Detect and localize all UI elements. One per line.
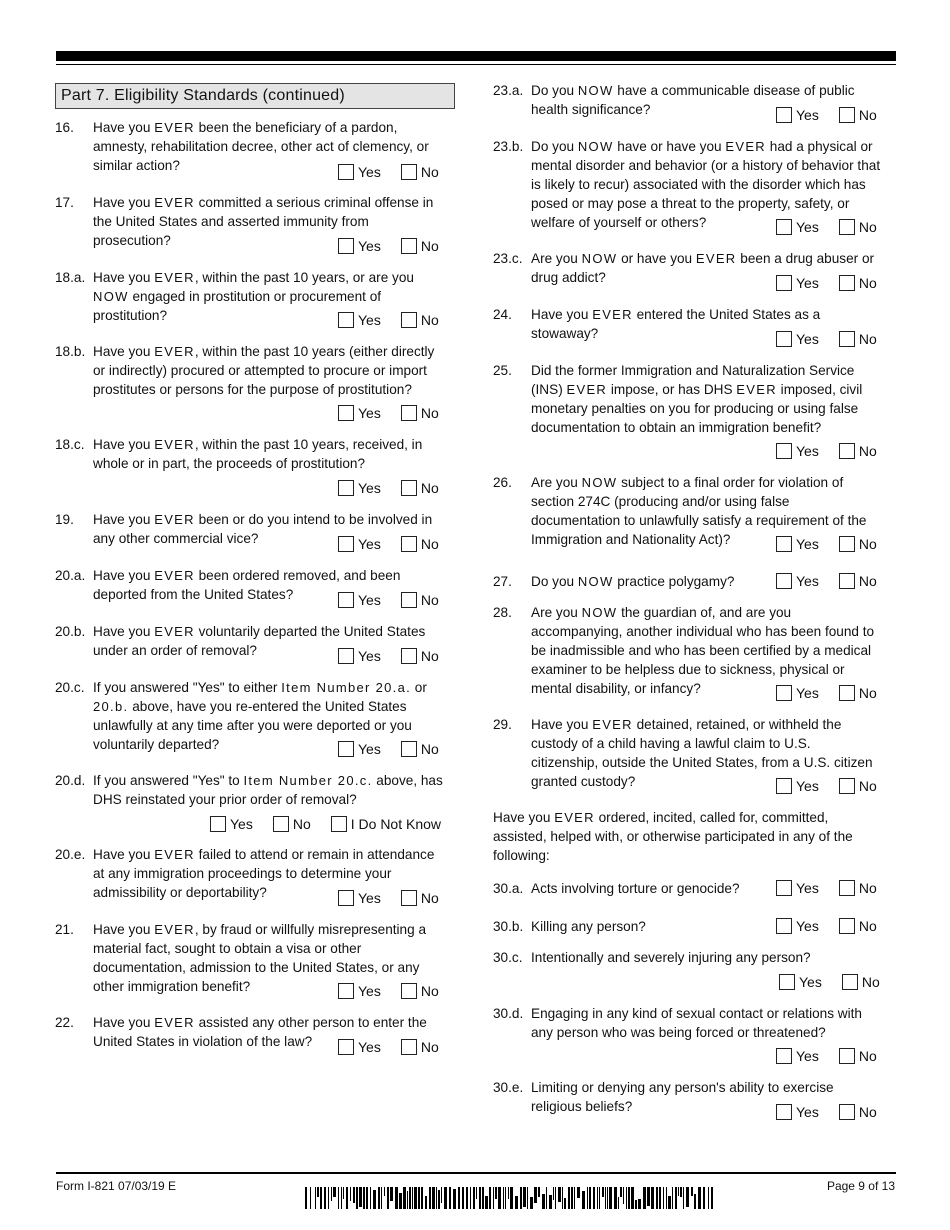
answer-options [776, 573, 877, 589]
checkbox[interactable] [839, 443, 855, 459]
option-i-do-not-know[interactable] [331, 816, 441, 832]
checkbox-label: Yes [230, 816, 253, 832]
question-number: 30.e. [493, 1080, 524, 1095]
answer-options [338, 312, 439, 328]
answer-options [338, 164, 439, 180]
question-number: 30.d. [493, 1006, 524, 1021]
checkbox[interactable] [776, 778, 792, 794]
bottom-rule [56, 1172, 896, 1174]
emphasis-text: EVER [154, 922, 195, 937]
option-no[interactable] [839, 778, 877, 794]
checkbox[interactable] [839, 331, 855, 347]
question-number: 29. [493, 717, 512, 732]
emphasis-text: Item Number 20.a. [281, 680, 412, 695]
checkbox-label: Yes [358, 648, 381, 664]
checkbox-label: Yes [358, 164, 381, 180]
checkbox[interactable] [401, 1039, 417, 1055]
emphasis-text: EVER [154, 344, 195, 359]
checkbox[interactable] [401, 983, 417, 999]
checkbox[interactable] [776, 685, 792, 701]
checkbox-label: Yes [796, 880, 819, 896]
checkbox-label: No [420, 405, 439, 421]
emphasis-text: EVER [566, 382, 608, 397]
checkbox-label: No [858, 219, 877, 235]
checkbox-label: No [858, 443, 877, 459]
emphasis-text: Item Number 20.c. [243, 773, 373, 788]
question-text: Limiting or denying any person's ability to exercise religious beliefs? [531, 1080, 834, 1114]
option-no[interactable] [401, 592, 439, 608]
question-text: Have you EVER detained, retained, or withheld the custody of a child having a lawful claim to U.S. citizenship, outside the United States, from a U.S. citizen granted custody? [531, 717, 873, 789]
checkbox[interactable] [839, 573, 855, 589]
checkbox[interactable] [401, 164, 417, 180]
checkbox-label: Yes [796, 107, 819, 123]
checkbox[interactable] [338, 890, 354, 906]
option-yes[interactable] [776, 1048, 819, 1064]
emphasis-text: NOW [581, 605, 618, 620]
question-number: 23.a. [493, 83, 524, 98]
checkbox-label: Yes [796, 275, 819, 291]
checkbox-label: I Do Not Know [350, 816, 442, 832]
checkbox[interactable] [839, 685, 855, 701]
emphasis-text: EVER [554, 810, 595, 825]
option-yes[interactable] [776, 331, 819, 347]
checkbox[interactable] [776, 331, 792, 347]
emphasis-text: EVER [154, 120, 195, 135]
question-30-intro: Have you EVER ordered, incited, called for, committed, assisted, helped with, or otherwise participated in any of the following: [493, 810, 853, 863]
emphasis-text: EVER [592, 307, 633, 322]
checkbox[interactable] [338, 741, 354, 757]
option-no[interactable] [839, 536, 877, 552]
question-number: 27. [493, 574, 512, 589]
question-text: Are you NOW the guardian of, and are you accompanying, another individual who has been found to be inadmissible and who has been certified by a medical examiner to be helpless due to sickness, physical or mental disability, or infancy? [531, 605, 875, 696]
form-id: Form I-821 07/03/19 E [56, 1179, 177, 1193]
answer-options [776, 880, 877, 896]
emphasis-text: 20.b. [93, 699, 129, 714]
checkbox-label: Yes [796, 1048, 819, 1064]
checkbox-label: Yes [358, 238, 381, 254]
answer-options [776, 1104, 877, 1120]
emphasis-text: NOW [93, 289, 129, 304]
checkbox[interactable] [401, 238, 417, 254]
checkbox-label: No [858, 685, 877, 701]
checkbox[interactable] [401, 648, 417, 664]
option-yes[interactable] [776, 573, 819, 589]
checkbox[interactable] [776, 918, 792, 934]
option-no[interactable] [839, 219, 877, 235]
checkbox-label: Yes [796, 219, 819, 235]
question-text: Intentionally and severely injuring any person? [531, 950, 811, 965]
checkbox[interactable] [776, 573, 792, 589]
option-yes[interactable] [776, 107, 819, 123]
answer-options [776, 275, 877, 291]
question-number: 24. [493, 307, 512, 322]
question-text: Have you EVER been the beneficiary of a pardon, amnesty, rehabilitation decree, other act of clemency, or similar action? [93, 120, 429, 173]
question-18-b [55, 342, 457, 399]
option-no[interactable] [839, 685, 877, 701]
checkbox-label: Yes [799, 974, 822, 990]
question-text: Killing any person? [531, 919, 646, 934]
checkbox-label: No [420, 741, 439, 757]
question-text: Do you NOW have or have you EVER had a physical or mental disorder and behavior (or a history of behavior that is likely to recur) associated with the disorder which has posed or may pose a threat to the property, safety, or welfare of yourself or others? [531, 139, 881, 230]
answer-options [776, 331, 877, 347]
checkbox[interactable] [401, 890, 417, 906]
option-yes[interactable] [776, 880, 819, 896]
emphasis-text: EVER [154, 437, 195, 452]
question-number: 20.a. [55, 568, 86, 583]
answer-options [776, 536, 877, 552]
option-no[interactable] [401, 648, 439, 664]
option-yes[interactable] [338, 312, 381, 328]
checkbox-label: Yes [358, 1039, 381, 1055]
checkbox[interactable] [338, 238, 354, 254]
question-text: Have you EVER assisted any other person to enter the United States in violation of the law? [93, 1015, 427, 1049]
option-yes[interactable] [338, 648, 381, 664]
option-yes[interactable] [210, 816, 253, 832]
checkbox[interactable] [839, 880, 855, 896]
checkbox[interactable] [338, 405, 354, 421]
option-yes[interactable] [338, 405, 381, 421]
checkbox-label: No [858, 880, 877, 896]
checkbox[interactable] [338, 164, 354, 180]
question-number: 16. [55, 120, 74, 135]
checkbox[interactable] [839, 1104, 855, 1120]
answer-options [338, 1039, 439, 1055]
question-text: If you answered "Yes" to Item Number 20.c. above, has DHS reinstated your prior order of removal? [93, 773, 443, 807]
checkbox-label: No [858, 778, 877, 794]
checkbox[interactable] [338, 983, 354, 999]
emphasis-text: EVER [154, 512, 195, 527]
checkbox[interactable] [776, 880, 792, 896]
answer-options [338, 405, 439, 421]
option-yes[interactable] [338, 238, 381, 254]
question-18-c [55, 435, 457, 473]
option-yes[interactable] [779, 974, 822, 990]
question-number: 20.e. [55, 847, 86, 862]
emphasis-text: NOW [581, 251, 618, 266]
option-yes[interactable] [338, 890, 381, 906]
option-no[interactable] [401, 312, 439, 328]
option-yes[interactable] [338, 480, 381, 496]
checkbox-label: No [858, 107, 877, 123]
answer-options [338, 480, 439, 496]
question-20-d [55, 771, 457, 809]
emphasis-text: NOW [577, 83, 614, 98]
answer-options [338, 890, 439, 906]
emphasis-text: EVER [592, 717, 633, 732]
checkbox-label: Yes [358, 536, 381, 552]
question-text: Have you EVER failed to attend or remain in attendance at any immigration proceedings to determine your admissibility or deportability? [93, 847, 435, 900]
checkbox-label: No [858, 331, 877, 347]
question-30-c [493, 948, 898, 967]
checkbox-label: No [420, 890, 439, 906]
option-no[interactable] [401, 405, 439, 421]
checkbox[interactable] [839, 107, 855, 123]
checkbox-label: No [858, 1104, 877, 1120]
option-no[interactable] [839, 880, 877, 896]
option-yes[interactable] [338, 983, 381, 999]
checkbox-label: Yes [796, 918, 819, 934]
emphasis-text: EVER [154, 568, 195, 583]
checkbox-label: No [292, 816, 311, 832]
option-yes[interactable] [776, 219, 819, 235]
question-text: Do you NOW practice polygamy? [531, 574, 735, 589]
checkbox[interactable] [401, 592, 417, 608]
checkbox-label: No [861, 974, 880, 990]
question-number: 30.c. [493, 950, 523, 965]
question-number: 30.b. [493, 919, 524, 934]
checkbox-label: No [420, 164, 439, 180]
checkbox[interactable] [776, 443, 792, 459]
option-yes[interactable] [338, 536, 381, 552]
checkbox[interactable] [839, 536, 855, 552]
emphasis-text: EVER [154, 270, 195, 285]
option-yes[interactable] [776, 536, 819, 552]
checkbox[interactable] [776, 107, 792, 123]
checkbox-label: Yes [358, 890, 381, 906]
question-number: 30.a. [493, 881, 524, 896]
checkbox[interactable] [331, 816, 347, 832]
question-text: Have you EVER been ordered removed, and been deported from the United States? [93, 568, 401, 602]
option-no[interactable] [401, 890, 439, 906]
checkbox-label: Yes [358, 983, 381, 999]
checkbox[interactable] [401, 741, 417, 757]
checkbox[interactable] [842, 974, 858, 990]
checkbox[interactable] [338, 1039, 354, 1055]
checkbox-label: No [420, 238, 439, 254]
checkbox-label: Yes [358, 405, 381, 421]
checkbox-label: Yes [796, 443, 819, 459]
question-number: 17. [55, 195, 74, 210]
emphasis-text: NOW [577, 574, 614, 589]
emphasis-text: EVER [154, 195, 195, 210]
option-no[interactable] [839, 1104, 877, 1120]
checkbox-label: Yes [358, 741, 381, 757]
question-number: 20.d. [55, 773, 86, 788]
option-yes[interactable] [776, 778, 819, 794]
option-yes[interactable] [776, 275, 819, 291]
option-no[interactable] [401, 741, 439, 757]
checkbox-label: No [858, 536, 877, 552]
option-yes[interactable] [338, 164, 381, 180]
question-text: Have you EVER been or do you intend to be involved in any other commercial vice? [93, 512, 433, 546]
answer-options [338, 536, 439, 552]
option-no[interactable] [839, 443, 877, 459]
checkbox-label: Yes [796, 1104, 819, 1120]
option-no[interactable] [839, 331, 877, 347]
emphasis-text: EVER [154, 847, 195, 862]
question-text: Do you NOW have a communicable disease of public health significance? [531, 83, 855, 117]
emphasis-text: EVER [154, 1015, 195, 1030]
answer-options [338, 648, 439, 664]
emphasis-text: EVER [725, 139, 766, 154]
answer-options [210, 816, 441, 832]
checkbox-label: No [420, 312, 439, 328]
question-text: Engaging in any kind of sexual contact or relations with any person who was being forced or threatened? [531, 1006, 862, 1040]
question-23-b [493, 137, 898, 232]
top-rule-thin [56, 64, 896, 65]
checkbox[interactable] [401, 536, 417, 552]
checkbox[interactable] [338, 312, 354, 328]
checkbox-label: No [420, 592, 439, 608]
checkbox[interactable] [338, 480, 354, 496]
question-number: 28. [493, 605, 512, 620]
checkbox-label: No [420, 536, 439, 552]
checkbox[interactable] [779, 974, 795, 990]
option-yes[interactable] [776, 685, 819, 701]
checkbox[interactable] [776, 536, 792, 552]
answer-options [776, 685, 877, 701]
question-number: 20.b. [55, 624, 86, 639]
answer-options [779, 974, 880, 990]
checkbox-label: No [420, 480, 439, 496]
checkbox-label: Yes [796, 778, 819, 794]
option-yes[interactable] [776, 1104, 819, 1120]
top-rule-thick [56, 51, 896, 61]
emphasis-text: NOW [577, 139, 614, 154]
question-number: 18.b. [55, 344, 86, 359]
question-number: 26. [493, 475, 512, 490]
checkbox-label: Yes [796, 573, 819, 589]
answer-options [338, 238, 439, 254]
checkbox[interactable] [401, 480, 417, 496]
question-text: Acts involving torture or genocide? [531, 881, 740, 896]
checkbox[interactable] [776, 275, 792, 291]
emphasis-text: EVER [736, 382, 777, 397]
answer-options [776, 1048, 877, 1064]
question-text: Have you EVER, within the past 10 years, or are you NOW engaged in prostitution or procurement of prostitution? [93, 270, 414, 323]
option-no[interactable] [839, 275, 877, 291]
checkbox[interactable] [839, 918, 855, 934]
answer-options [338, 741, 439, 757]
checkbox[interactable] [273, 816, 289, 832]
question-30-d [493, 1004, 898, 1042]
option-no[interactable] [839, 573, 877, 589]
checkbox-label: No [858, 1048, 877, 1064]
question-number: 23.c. [493, 251, 523, 266]
emphasis-text: NOW [581, 475, 618, 490]
question-text: Have you EVER committed a serious criminal offense in the United States and asserted immunity from prosecution? [93, 195, 434, 248]
option-no[interactable] [401, 1039, 439, 1055]
checkbox-label: No [858, 275, 877, 291]
question-text: Have you EVER, within the past 10 years (either directly or indirectly) procured or attempted to procure or import prostitutes or persons for the purpose of prostitution? [93, 344, 435, 397]
question-number: 25. [493, 363, 512, 378]
option-yes[interactable] [776, 918, 819, 934]
option-no[interactable] [839, 918, 877, 934]
checkbox[interactable] [338, 648, 354, 664]
question-number: 21. [55, 922, 74, 937]
checkbox-label: Yes [358, 592, 381, 608]
question-text: Have you EVER, by fraud or willfully misrepresenting a material fact, sought to obtain a visa or other documentation, admission to the United States, or any other immigration benefit? [93, 922, 427, 994]
emphasis-text: EVER [695, 251, 737, 266]
checkbox-label: Yes [358, 312, 381, 328]
option-no[interactable] [842, 974, 880, 990]
option-no[interactable] [839, 1048, 877, 1064]
checkbox[interactable] [839, 778, 855, 794]
answer-options [776, 219, 877, 235]
option-yes[interactable] [776, 443, 819, 459]
question-text: Are you NOW subject to a final order for violation of section 274C (producing and/or using false documentation to unlawfully satisfy a requirement of the Immigration and Nationality Act)? [531, 475, 867, 547]
checkbox[interactable] [839, 275, 855, 291]
option-no[interactable] [401, 536, 439, 552]
part-title: Part 7. Eligibility Standards (continued) [55, 83, 455, 109]
checkbox[interactable] [776, 219, 792, 235]
question-number: 19. [55, 512, 74, 527]
option-no[interactable] [839, 107, 877, 123]
answer-options [776, 778, 877, 794]
question-text: If you answered "Yes" to either Item Number 20.a. or 20.b. above, have you re-entered the United States unlawfully at any time after you were deported or you voluntarily departed? [93, 680, 427, 752]
question-text: Have you EVER, within the past 10 years, received, in whole or in part, the proceeds of prostitution? [93, 437, 423, 471]
checkbox[interactable] [839, 219, 855, 235]
checkbox[interactable] [776, 1104, 792, 1120]
option-yes[interactable] [338, 592, 381, 608]
answer-options [338, 592, 439, 608]
checkbox-label: No [858, 918, 877, 934]
checkbox-label: Yes [796, 331, 819, 347]
question-number: 23.b. [493, 139, 524, 154]
question-text: Have you EVER entered the United States as a stowaway? [531, 307, 821, 341]
checkbox-label: Yes [796, 536, 819, 552]
checkbox[interactable] [401, 405, 417, 421]
barcode [305, 1187, 715, 1209]
question-number: 18.a. [55, 270, 86, 285]
question-text: Are you NOW or have you EVER been a drug abuser or drug addict? [531, 251, 875, 285]
emphasis-text: EVER [154, 624, 195, 639]
checkbox[interactable] [210, 816, 226, 832]
option-no[interactable] [401, 164, 439, 180]
checkbox[interactable] [776, 1048, 792, 1064]
question-28 [493, 603, 898, 698]
page-number: Page 9 of 13 [826, 1179, 895, 1193]
checkbox-label: No [420, 648, 439, 664]
checkbox-label: No [420, 1039, 439, 1055]
question-25 [493, 361, 898, 437]
checkbox-label: Yes [358, 480, 381, 496]
checkbox-label: Yes [796, 685, 819, 701]
question-number: 22. [55, 1015, 74, 1030]
answer-options [338, 983, 439, 999]
question-text: Did the former Immigration and Naturalization Service (INS) EVER impose, or has DHS EVER imposed, civil monetary penalties on you for producing or using false documentation to obtain an immigration benefit? [531, 363, 863, 435]
question-number: 18.c. [55, 437, 85, 452]
answer-options [776, 107, 877, 123]
option-no[interactable] [401, 480, 439, 496]
option-no[interactable] [401, 983, 439, 999]
option-no[interactable] [401, 238, 439, 254]
option-no[interactable] [273, 816, 311, 832]
answer-options [776, 918, 877, 934]
checkbox[interactable] [401, 312, 417, 328]
answer-options [776, 443, 877, 459]
checkbox[interactable] [839, 1048, 855, 1064]
checkbox[interactable] [338, 592, 354, 608]
question-number: 20.c. [55, 680, 85, 695]
checkbox[interactable] [338, 536, 354, 552]
option-yes[interactable] [338, 741, 381, 757]
checkbox-label: No [420, 983, 439, 999]
question-text: Have you EVER voluntarily departed the United States under an order of removal? [93, 624, 426, 658]
checkbox-label: No [858, 573, 877, 589]
option-yes[interactable] [338, 1039, 381, 1055]
